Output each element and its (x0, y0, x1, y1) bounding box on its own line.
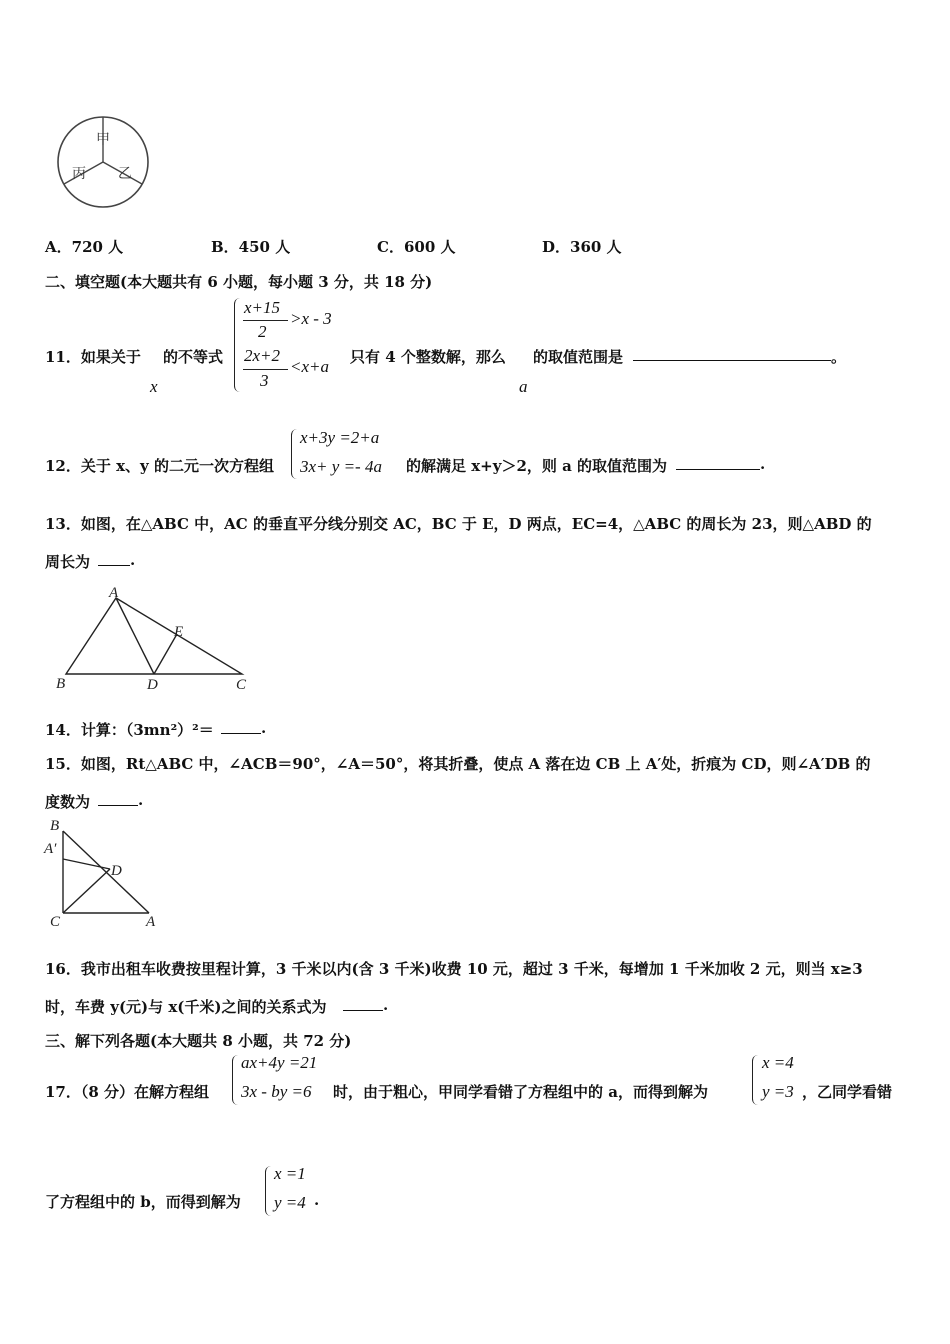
q11-var-x: x (150, 377, 158, 396)
option-c: C．600 人 (377, 238, 456, 256)
q17-text-a: 17．（8 分）在解方程组 (45, 1083, 210, 1101)
triangle-figure-q13 (50, 582, 255, 694)
q17-eq1: ax+4y =21 (241, 1053, 318, 1072)
q17-eq2: 3x - by =6 (241, 1082, 312, 1101)
q13-line1: 13．如图，在△ABC 中，AC 的垂直平分线分别交 AC，BC 于 E，D 两点，EC=4，△ABC 的周长为 23，则△ABD 的 (45, 515, 872, 533)
q12-end: . (760, 455, 766, 473)
q11-ineq1-num: x+15 (244, 298, 281, 317)
q17-end: . (314, 1191, 320, 1209)
pie-label-yi: 乙 (118, 167, 132, 182)
q15-label-d: D (111, 863, 122, 879)
q16-end: . (383, 996, 389, 1014)
q13-label-a: A (109, 585, 119, 601)
q13-end: . (130, 551, 136, 569)
q12-text-b: 的解满足 x+y＞2，则 a 的取值范围为 (406, 457, 668, 475)
q17-text-c: ，乙同学看错 (802, 1083, 893, 1101)
q15-label-a: A (146, 914, 156, 930)
q17-sol2-x: x =1 (274, 1164, 306, 1183)
q13-label-c: C (236, 677, 247, 693)
q11-ineq2-num: 2x+2 (244, 346, 281, 365)
q17-sol1-x: x =4 (762, 1053, 794, 1072)
q13-answer-blank[interactable] (98, 551, 130, 566)
q15-end: . (138, 791, 144, 809)
q17-brace-sol2 (265, 1166, 274, 1216)
q12-answer-blank[interactable] (676, 455, 760, 470)
q15-label-b: B (50, 818, 60, 834)
q12-eq2: 3x+ y =- 4a (300, 457, 382, 476)
q12-eq1: x+3y =2+a (300, 428, 380, 447)
q13-label-b: B (56, 676, 66, 692)
option-b: B．450 人 (211, 238, 291, 256)
q15-answer-blank[interactable] (98, 791, 138, 806)
q17-sol2-y: y =4 (274, 1193, 306, 1212)
q15-line1: 15．如图，Rt△ABC 中，∠ACB＝90°，∠A＝50°，将其折叠，使点 A 落在边 CB 上 A′处，折痕为 CD，则∠A′DB 的 (45, 755, 871, 773)
option-d: D．360 人 (542, 238, 622, 256)
q17-text-d: 了方程组中的 b，而得到解为 (45, 1193, 241, 1211)
q13-line2: 周长为 (45, 553, 91, 571)
q13-label-e: E (174, 624, 184, 640)
q16-line2: 时，车费 y(元)与 x(千米)之间的关系式为 (45, 998, 327, 1016)
q14-end: . (261, 719, 267, 737)
q11-end: 。 (831, 348, 847, 366)
q11-brace (234, 298, 243, 392)
section2-title: 二、填空题(本大题共有 6 小题，每小题 3 分，共 18 分) (45, 273, 433, 291)
option-a: A．720 人 (45, 238, 124, 256)
q15-label-c: C (50, 914, 61, 930)
triangle-figure-q15 (42, 817, 167, 931)
q11-text-d: 的取值范围是 (533, 348, 624, 366)
q12-brace (291, 429, 300, 479)
q17-brace-system (232, 1055, 241, 1105)
q14-text: 14．计算：（3mn²）²＝ (45, 721, 214, 739)
q17-text-b: 时，由于粗心，甲同学看错了方程组中的 a，而得到解为 (333, 1083, 708, 1101)
pie-figure (52, 112, 154, 212)
q15-label-a-prime: A′ (44, 841, 57, 857)
q15-line2: 度数为 (45, 793, 91, 811)
q17-brace-sol1 (752, 1055, 761, 1105)
section3-title: 三、解下列各题(本大题共 8 小题，共 72 分) (45, 1032, 352, 1050)
q16-answer-blank[interactable] (343, 996, 383, 1011)
q17-sol1-y: y =3 (762, 1082, 794, 1101)
q11-ineq1-den: 2 (258, 322, 267, 341)
q12-text-a: 12．关于 x、y 的二元一次方程组 (45, 457, 274, 475)
q11-ineq2-rhs: <x+a (290, 357, 329, 376)
q11-var-a: a (519, 377, 528, 396)
q11-text-c: 只有 4 个整数解，那么 (350, 348, 506, 366)
q11-ineq1-bar (243, 320, 288, 321)
pie-label-bing: 丙 (72, 167, 86, 182)
q11-answer-blank[interactable] (633, 346, 831, 361)
q11-text-b: 的不等式 (163, 348, 224, 366)
q13-label-d: D (147, 677, 158, 693)
q11-ineq2-bar (243, 369, 288, 370)
pie-label-jia: 甲 (96, 133, 110, 148)
q16-line1: 16．我市出租车收费按里程计算，3 千米以内(含 3 千米)收费 10 元，超过 3 千米，每增加 1 千米加收 2 元，则当 x≥3 (45, 960, 863, 978)
q11-text-a: 11．如果关于 (45, 348, 141, 366)
q11-ineq1-rhs: >x - 3 (290, 309, 332, 328)
q14-answer-blank[interactable] (221, 719, 261, 734)
q11-ineq2-den: 3 (260, 371, 269, 390)
